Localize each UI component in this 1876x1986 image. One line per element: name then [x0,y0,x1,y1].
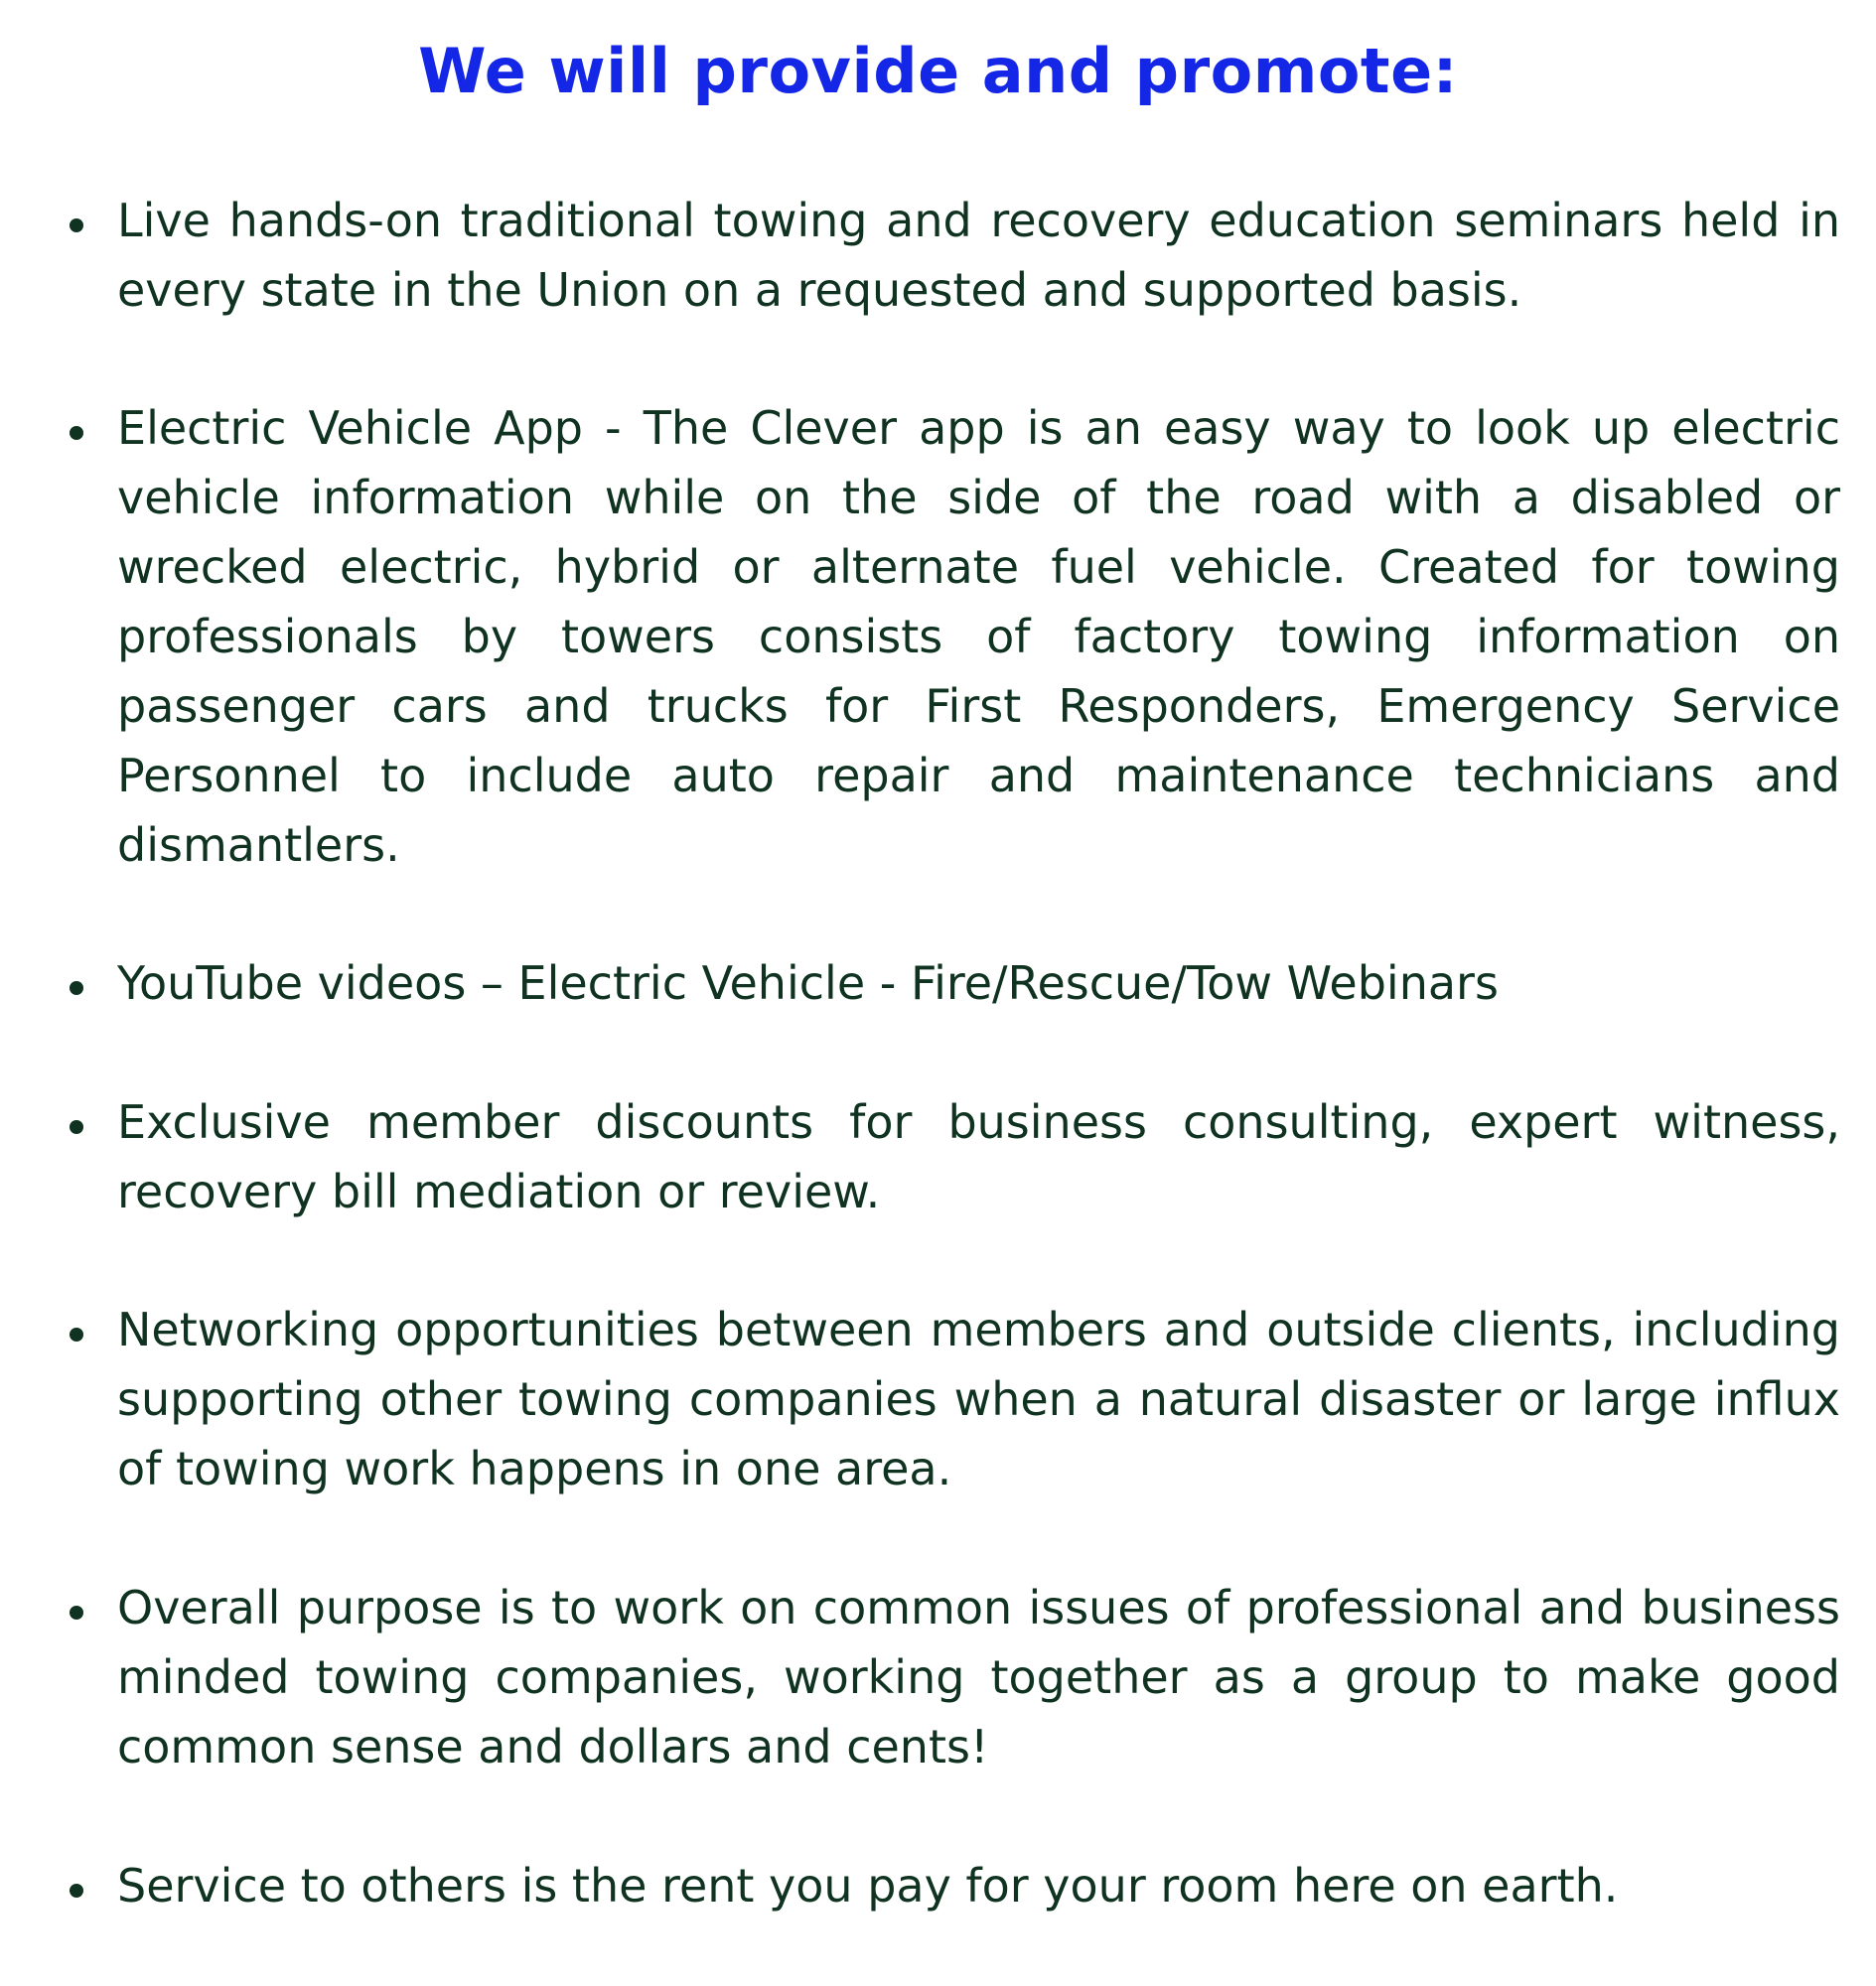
page-heading: We will provide and promote: [418,35,1458,107]
bullet-icon [70,1328,83,1342]
bullet-icon [70,1884,83,1898]
bullet-icon [70,1606,83,1620]
bullet-icon [70,218,83,232]
list-item-text: Electric Vehicle App - The Clever app is an easy way to look up electric vehicle information while on the side of the road with a disabled or wrecked electric, hybrid or alternate fuel vehicle. Created for towing professionals by towers consists of factory towing information on passenger cars and trucks for First Responders, Emergency Service Personnel to include auto repair and maintenance technicians and dismantlers. [117,401,1840,872]
list-item-text: Live hands-on traditional towing and recovery education seminars held in every state in the Union on a requested and supported basis. [117,194,1840,317]
list-item-text: YouTube videos – Electric Vehicle - Fire/Rescue/Tow Webinars [117,956,1499,1010]
bullet-icon [70,426,83,440]
bullet-icon [70,981,83,995]
list-item-text: Exclusive member discounts for business consulting, expert witness, recovery bill mediation or review. [117,1095,1840,1218]
list-item-text: Service to others is the rent you pay for your room here on earth. [117,1859,1619,1913]
list-item-text: Networking opportunities between members and outside clients, including supporting other towing companies when a natural disaster or large influx of towing work happens in one area. [117,1303,1840,1495]
list-item-text: Overall purpose is to work on common issues of professional and business minded towing companies, working together as a group to make good common sense and dollars and cents! [117,1581,1840,1773]
bullet-icon [70,1120,83,1134]
